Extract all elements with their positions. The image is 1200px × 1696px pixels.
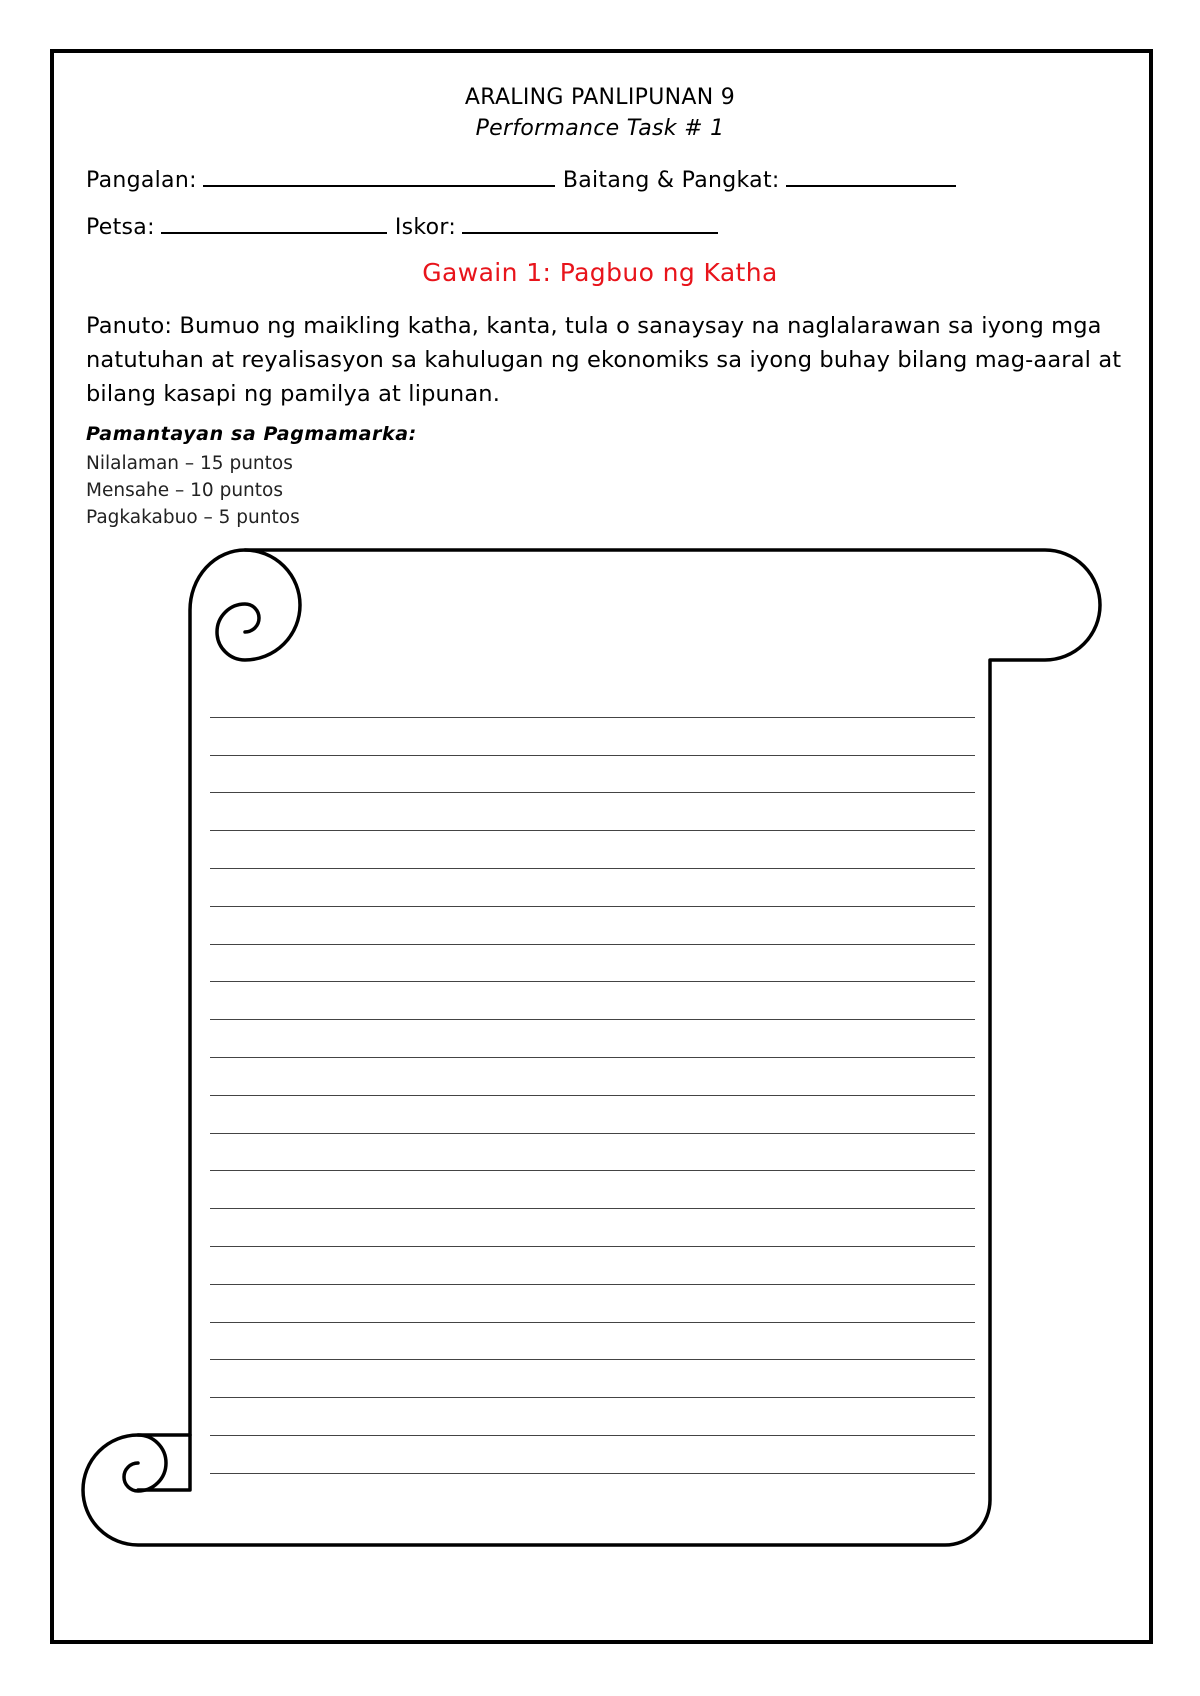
instruction-text: Panuto: Bumuo ng maikling katha, kanta, tula o sanaysay na naglalarawan sa iyong mga natutuhan at reyalisasyon sa kahulugan ng ekonomiks sa iyong buhay bilang mag-aaral at bilang kasapi ng pamilya at lipunan. [86,313,1122,407]
name-label: Pangalan: [86,168,197,193]
writing-line[interactable] [210,1134,975,1172]
subject-title: ARALING PANLIPUNAN 9 [464,85,736,110]
activity-title: Gawain 1: Pagbuo ng Katha [422,258,778,287]
writing-line[interactable] [210,680,975,718]
writing-lines [210,680,975,1474]
rubric-title: Pamantayan sa Pagmamarka: [86,423,417,445]
writing-line[interactable] [210,869,975,907]
writing-line[interactable] [210,793,975,831]
writing-line[interactable] [210,1171,975,1209]
writing-line[interactable] [210,1323,975,1361]
writing-line[interactable] [210,1096,975,1134]
writing-line[interactable] [210,907,975,945]
grade-section-label: Baitang & Pangkat: [562,168,780,193]
rubric-item-structure: Pagkakabuo – 5 puntos [86,507,300,528]
writing-line[interactable] [210,1247,975,1285]
writing-line[interactable] [210,982,975,1020]
score-label: Iskor: [394,215,457,240]
writing-line[interactable] [210,945,975,983]
writing-line[interactable] [210,1285,975,1323]
rubric-item-content: Nilalaman – 15 puntos [86,453,293,474]
writing-line[interactable] [210,831,975,869]
task-title: Performance Task # 1 [475,116,725,141]
writing-line[interactable] [210,1360,975,1398]
rubric-item-message: Mensahe – 10 puntos [86,480,283,501]
writing-line[interactable] [210,1020,975,1058]
writing-line[interactable] [210,718,975,756]
writing-line[interactable] [210,756,975,794]
date-label: Petsa: [86,215,155,240]
writing-line[interactable] [210,1209,975,1247]
writing-line[interactable] [210,1436,975,1474]
writing-line[interactable] [210,1058,975,1096]
writing-line[interactable] [210,1398,975,1436]
